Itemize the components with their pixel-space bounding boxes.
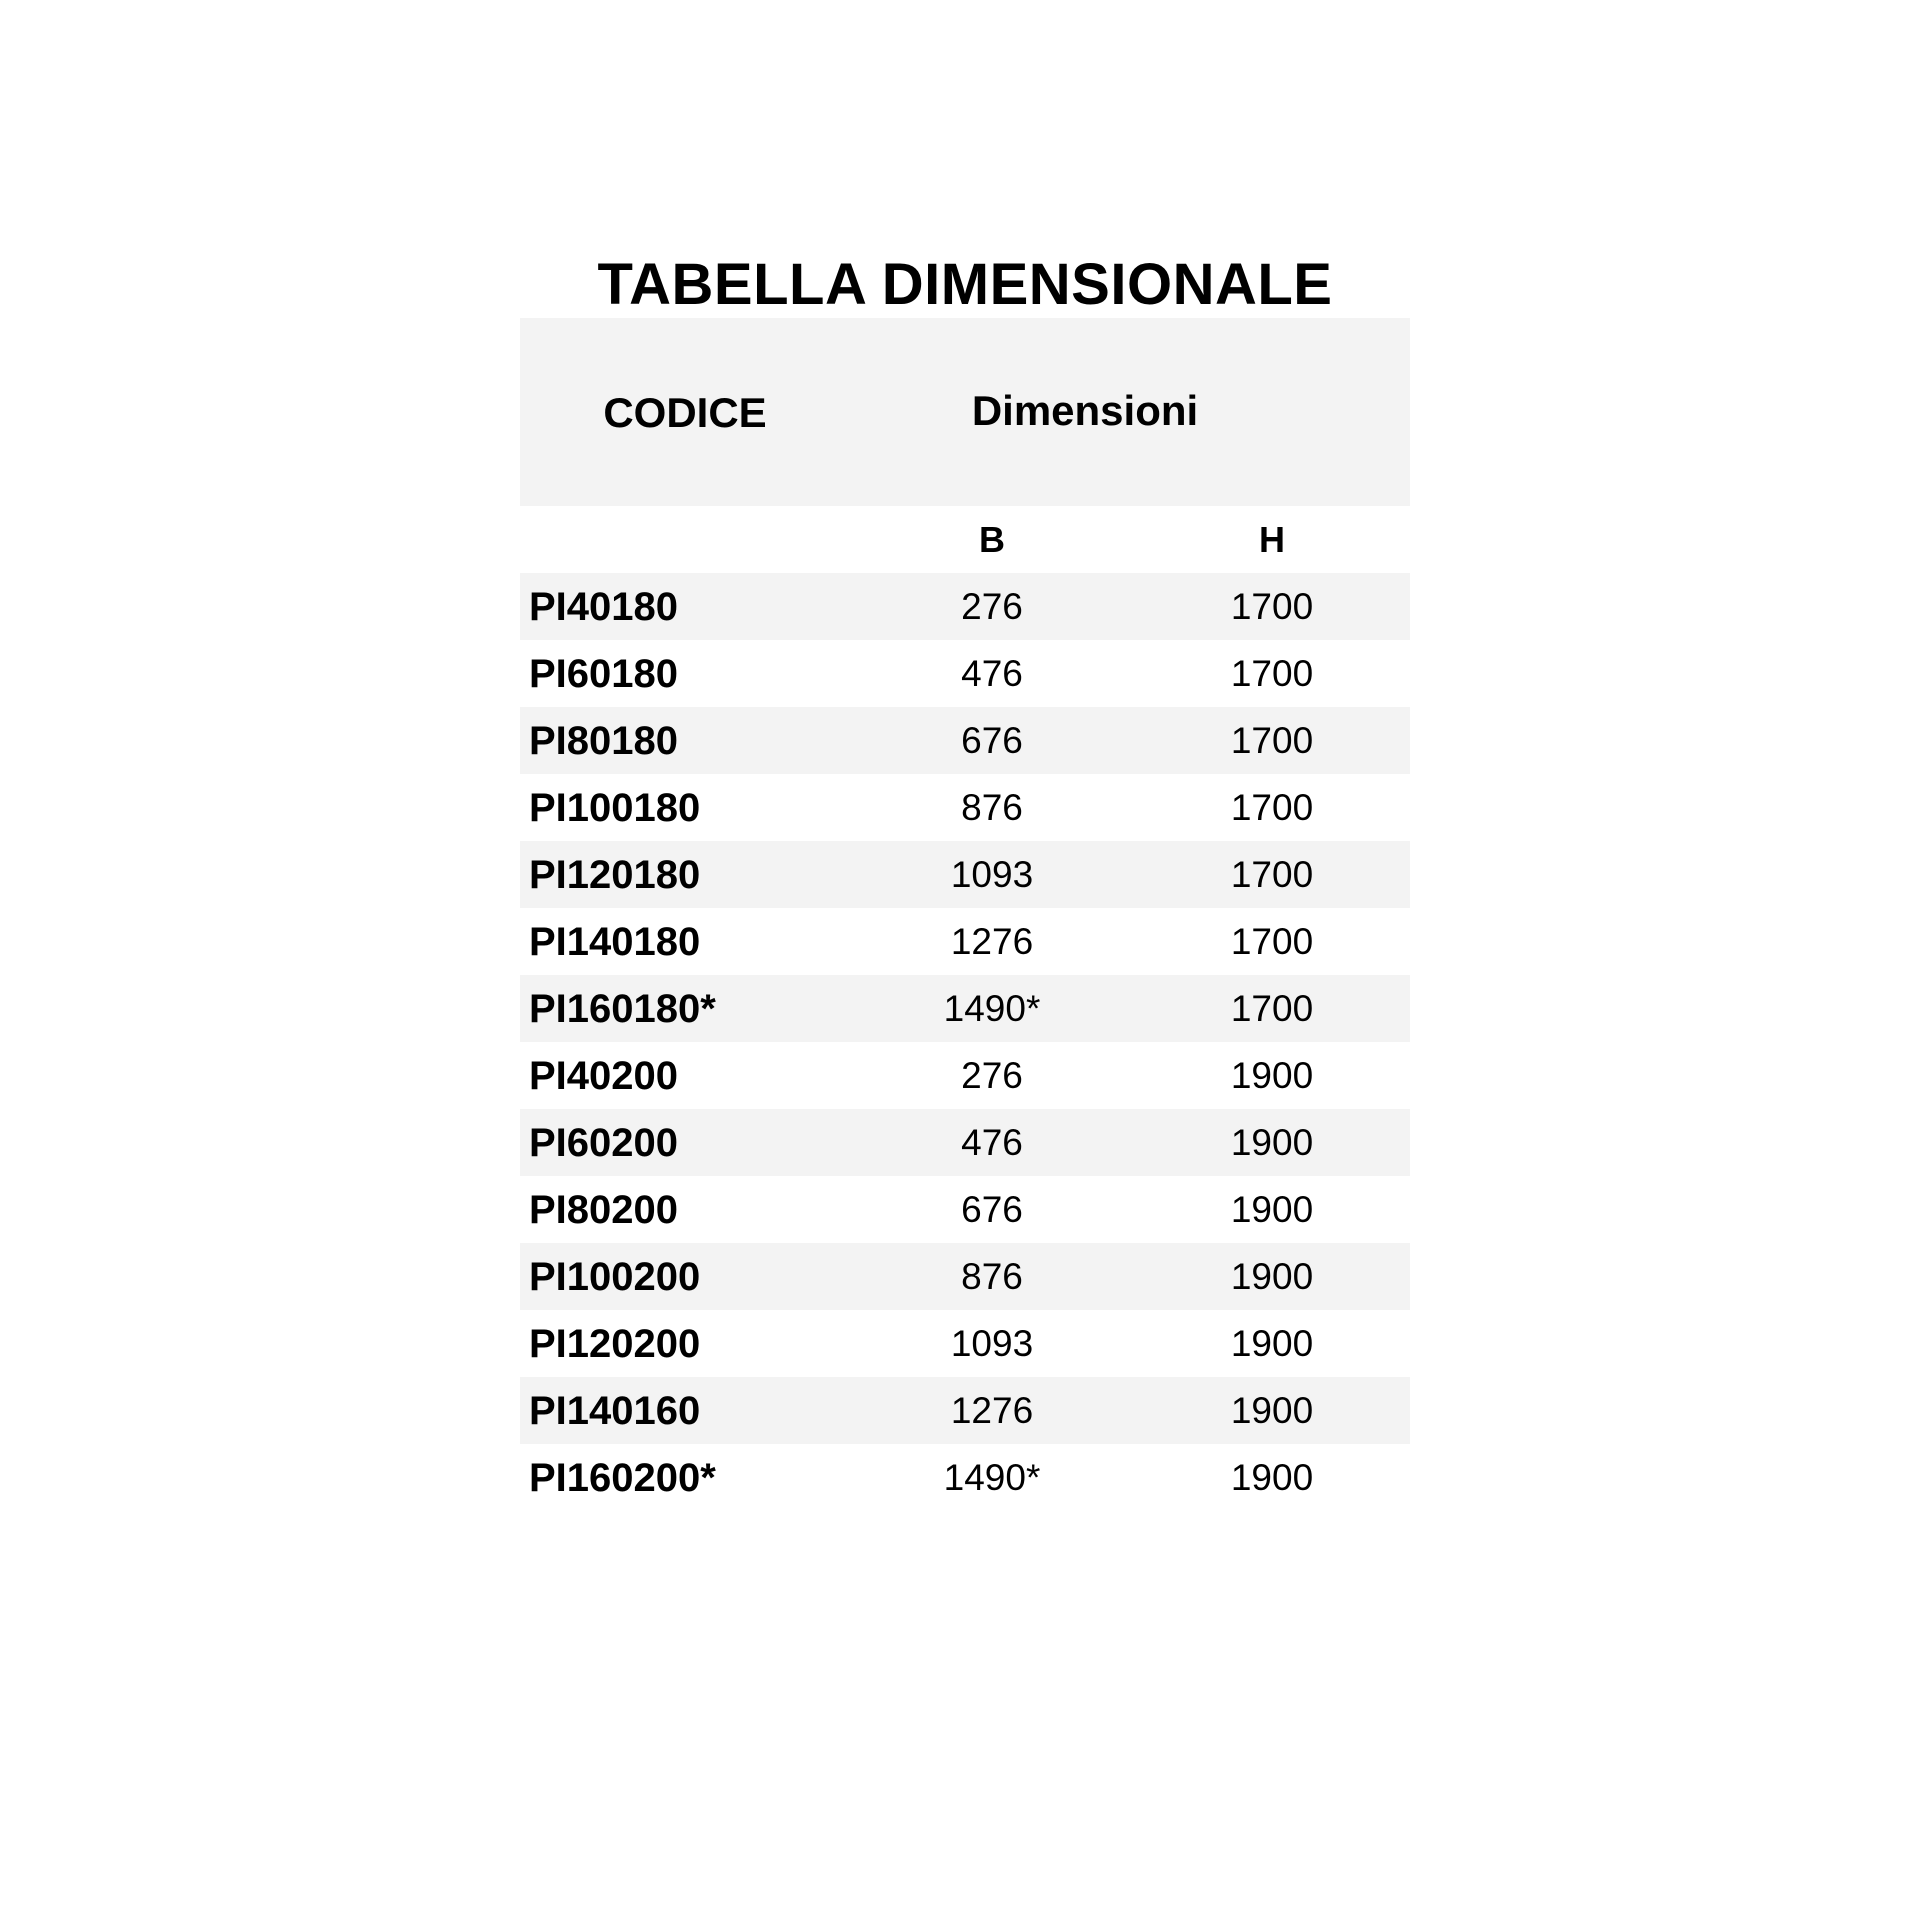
dimension-table: [520, 318, 1410, 1511]
cell-b: 476: [961, 1122, 1023, 1163]
header-h: H: [1259, 519, 1285, 560]
table-row: [520, 1377, 1410, 1444]
table-row: [520, 841, 1410, 908]
cell-h: 1700: [1230, 988, 1314, 1029]
cell-codice: PI60200: [529, 1121, 679, 1165]
cell-h: 1700: [1230, 854, 1314, 895]
table-row: [520, 975, 1410, 1042]
cell-b: 1276: [950, 921, 1034, 962]
cell-b: 276: [961, 1055, 1023, 1096]
table-row: [520, 573, 1410, 640]
cell-h: 1900: [1230, 1323, 1314, 1364]
cell-b: 876: [961, 787, 1023, 828]
cell-h: 1700: [1230, 586, 1314, 627]
cell-codice: PI140160: [529, 1389, 701, 1433]
cell-b: 476: [961, 653, 1023, 694]
cell-h: 1900: [1230, 1122, 1314, 1163]
cell-h: 1900: [1230, 1055, 1314, 1096]
cell-codice: PI80180: [529, 719, 679, 763]
cell-b: 876: [961, 1256, 1023, 1297]
cell-codice: PI40180: [529, 585, 679, 629]
table-row: [520, 1176, 1410, 1243]
cell-b: 1093: [950, 1323, 1034, 1364]
cell-b: 1276: [950, 1390, 1034, 1431]
header-dimensioni: Dimensioni: [971, 387, 1199, 434]
table-subheader: [520, 506, 1410, 573]
cell-h: 1700: [1230, 921, 1314, 962]
cell-codice: PI160180*: [529, 987, 716, 1031]
cell-codice: PI80200: [529, 1188, 679, 1232]
table-row: [520, 707, 1410, 774]
table-title: TABELLA DIMENSIONALE: [597, 252, 1333, 317]
table-header: [520, 318, 1410, 506]
header-b: B: [979, 519, 1005, 560]
header-codice: CODICE: [603, 389, 767, 436]
cell-codice: PI140180: [529, 920, 701, 964]
table-row: [520, 1042, 1410, 1109]
cell-codice: PI160200*: [529, 1456, 716, 1500]
table-row: [520, 1444, 1410, 1511]
cell-b: 1490*: [943, 1457, 1041, 1498]
cell-h: 1700: [1230, 720, 1314, 761]
cell-h: 1900: [1230, 1256, 1314, 1297]
cell-codice: PI100200: [529, 1255, 701, 1299]
cell-h: 1700: [1230, 787, 1314, 828]
cell-h: 1900: [1230, 1390, 1314, 1431]
cell-b: 676: [961, 720, 1023, 761]
table-row: [520, 640, 1410, 707]
table-row: [520, 1109, 1410, 1176]
cell-h: 1900: [1230, 1457, 1314, 1498]
cell-codice: PI120180: [529, 853, 701, 897]
table-row: [520, 1310, 1410, 1377]
table-row: [520, 774, 1410, 841]
cell-h: 1700: [1230, 653, 1314, 694]
table-row: [520, 1243, 1410, 1310]
cell-h: 1900: [1230, 1189, 1314, 1230]
cell-b: 676: [961, 1189, 1023, 1230]
cell-codice: PI100180: [529, 786, 701, 830]
cell-b: 1093: [950, 854, 1034, 895]
cell-b: 1490*: [943, 988, 1041, 1029]
cell-codice: PI120200: [529, 1322, 701, 1366]
cell-codice: PI40200: [529, 1054, 679, 1098]
cell-codice: PI60180: [529, 652, 679, 696]
cell-b: 276: [961, 586, 1023, 627]
table-row: [520, 908, 1410, 975]
